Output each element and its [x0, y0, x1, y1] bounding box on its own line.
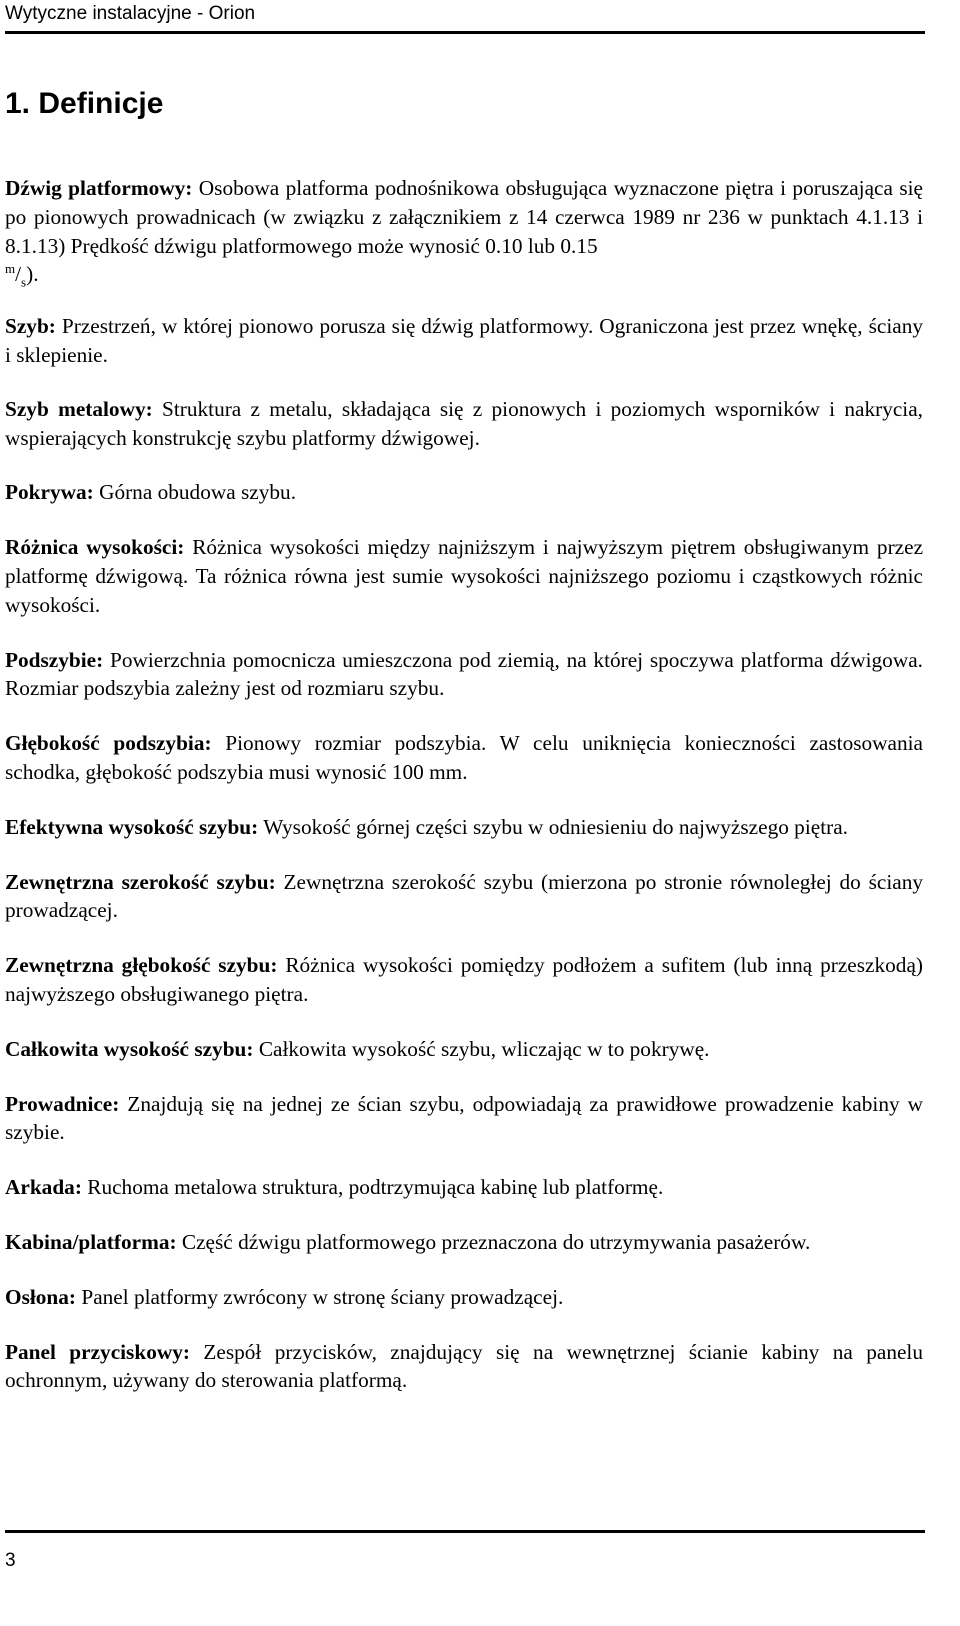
- definition-item: [5, 813, 923, 842]
- page-header: [5, 0, 925, 34]
- definition-term: Efektywna wysokość szybu:: [5, 814, 259, 839]
- definition-text: Powierzchnia pomocnicza umieszczona pod ziemią, na której spoczywa platforma dźwigowa. Rozmiar podszybia zależny jest od rozmiaru szybu.: [5, 647, 923, 701]
- page-number: 3: [5, 1550, 16, 1571]
- definition-term: Szyb:: [5, 314, 56, 339]
- definition-item: [5, 395, 923, 453]
- definition-text: Przestrzeń, w której pionowo porusza się dźwig platformowy. Ograniczona jest przez wnękę, ściany i sklepienie.: [5, 314, 924, 367]
- definition-text: Różnica wysokości pomiędzy podłożem a sufitem (lub inną przeszkodą) najwyższego obsługiwanego piętra.: [5, 953, 923, 1006]
- definition-text: Pionowy rozmiar podszybia. W celu uniknięcia konieczności zastosowania schodka, głębokość podszybia musi wynosić 100 mm.: [5, 731, 924, 784]
- definition-text: Część dźwigu platformowego przeznaczona do utrzymywania pasażerów.: [181, 1229, 811, 1254]
- definition-text: Ruchoma metalowa struktura, podtrzymująca kabinę lub platformę.: [87, 1175, 664, 1200]
- definition-term: Dźwig platformowy:: [5, 176, 193, 200]
- definition-term: Zewnętrzna szerokość szybu:: [5, 869, 276, 894]
- definition-text: Zewnętrzna szerokość szybu (mierzona po stronie równoległej do ściany prowadzącej.: [5, 869, 923, 923]
- definition-term: Prowadnice:: [5, 1091, 120, 1116]
- definition-term: Arkada:: [5, 1175, 82, 1200]
- page-footer: [5, 1530, 925, 1593]
- definition-text: Różnica wysokości między najniższym i najwyższym piętrem obsługiwanym przez platformę dźwigową. Ta różnica równa jest sumie wysokości najniższego poziomu i cząstkowych różnic wysokości.: [5, 535, 924, 617]
- definition-term: Głębokość podszybia:: [5, 731, 212, 756]
- definition-text: Wysokość górnej części szybu w odniesieniu do najwyższego piętra.: [263, 814, 848, 839]
- section-title: 1. Definicje: [5, 87, 164, 120]
- definition-text: Całkowita wysokość szybu, wliczając w to pokrywę.: [258, 1036, 710, 1061]
- definition-item: [5, 1283, 923, 1312]
- definition-text: Panel platformy zwrócony w stronę ściany prowadzącej.: [81, 1284, 564, 1309]
- definition-item: [5, 312, 923, 370]
- speed-unit-separator: /: [15, 262, 22, 287]
- speed-unit-numerator: m: [5, 261, 16, 277]
- definition-term: Całkowita wysokość szybu:: [5, 1036, 254, 1061]
- speed-unit-tail: ).: [26, 262, 39, 287]
- definition-item: [5, 478, 923, 507]
- definition-item: [5, 1173, 923, 1202]
- definition-item: [5, 533, 923, 619]
- speed-unit-denominator: s: [21, 274, 27, 290]
- definition-item: [5, 1228, 923, 1257]
- definition-item: [5, 868, 923, 926]
- definition-term: Kabina/platforma:: [5, 1229, 177, 1254]
- definition-item: [5, 729, 923, 787]
- definition-text: Zespół przycisków, znajdujący się na wewnętrznej ścianie kabiny na panelu ochronnym, używany do sterowania platformą.: [5, 1339, 923, 1393]
- definition-term: Osłona:: [5, 1284, 77, 1309]
- definition-term: Podszybie:: [5, 647, 104, 672]
- definition-text: Osobowa platforma podnośnikowa obsługująca wyznaczone piętra i poruszająca się po pionowych prowadnicach (w związku z załącznikiem z 14 czerwca 1989 nr 236 w punktach 4.1.13 i 8.1.13) Prędkość dźwigu platformowego może wynosić 0.10 lub 0.15: [5, 176, 923, 258]
- definition-term: Zewnętrzna głębokość szybu:: [5, 953, 278, 978]
- definition-term: Panel przyciskowy:: [5, 1339, 190, 1364]
- definition-text: Struktura z metalu, składająca się z pionowych i poziomych wsporników i nakrycia, wspierających konstrukcję szybu platformy dźwigowej.: [5, 396, 924, 450]
- definition-item: [5, 174, 923, 289]
- definition-text: Znajdują się na jednej ze ścian szybu, odpowiadają za prawidłowe prowadzenie kabiny w szybie.: [5, 1091, 923, 1145]
- definition-term: Szyb metalowy:: [5, 396, 153, 421]
- definitions-list: [5, 174, 923, 1395]
- definition-item: [5, 1090, 923, 1148]
- definition-text: Górna obudowa szybu.: [99, 480, 297, 505]
- definition-item: [5, 1035, 923, 1064]
- definition-term: Pokrywa:: [5, 480, 94, 505]
- definition-item: [5, 1338, 923, 1396]
- definition-item: [5, 646, 923, 704]
- definition-term: Różnica wysokości:: [5, 535, 185, 560]
- header-title: Wytyczne instalacyjne - Orion: [5, 3, 256, 24]
- definition-item: [5, 951, 923, 1009]
